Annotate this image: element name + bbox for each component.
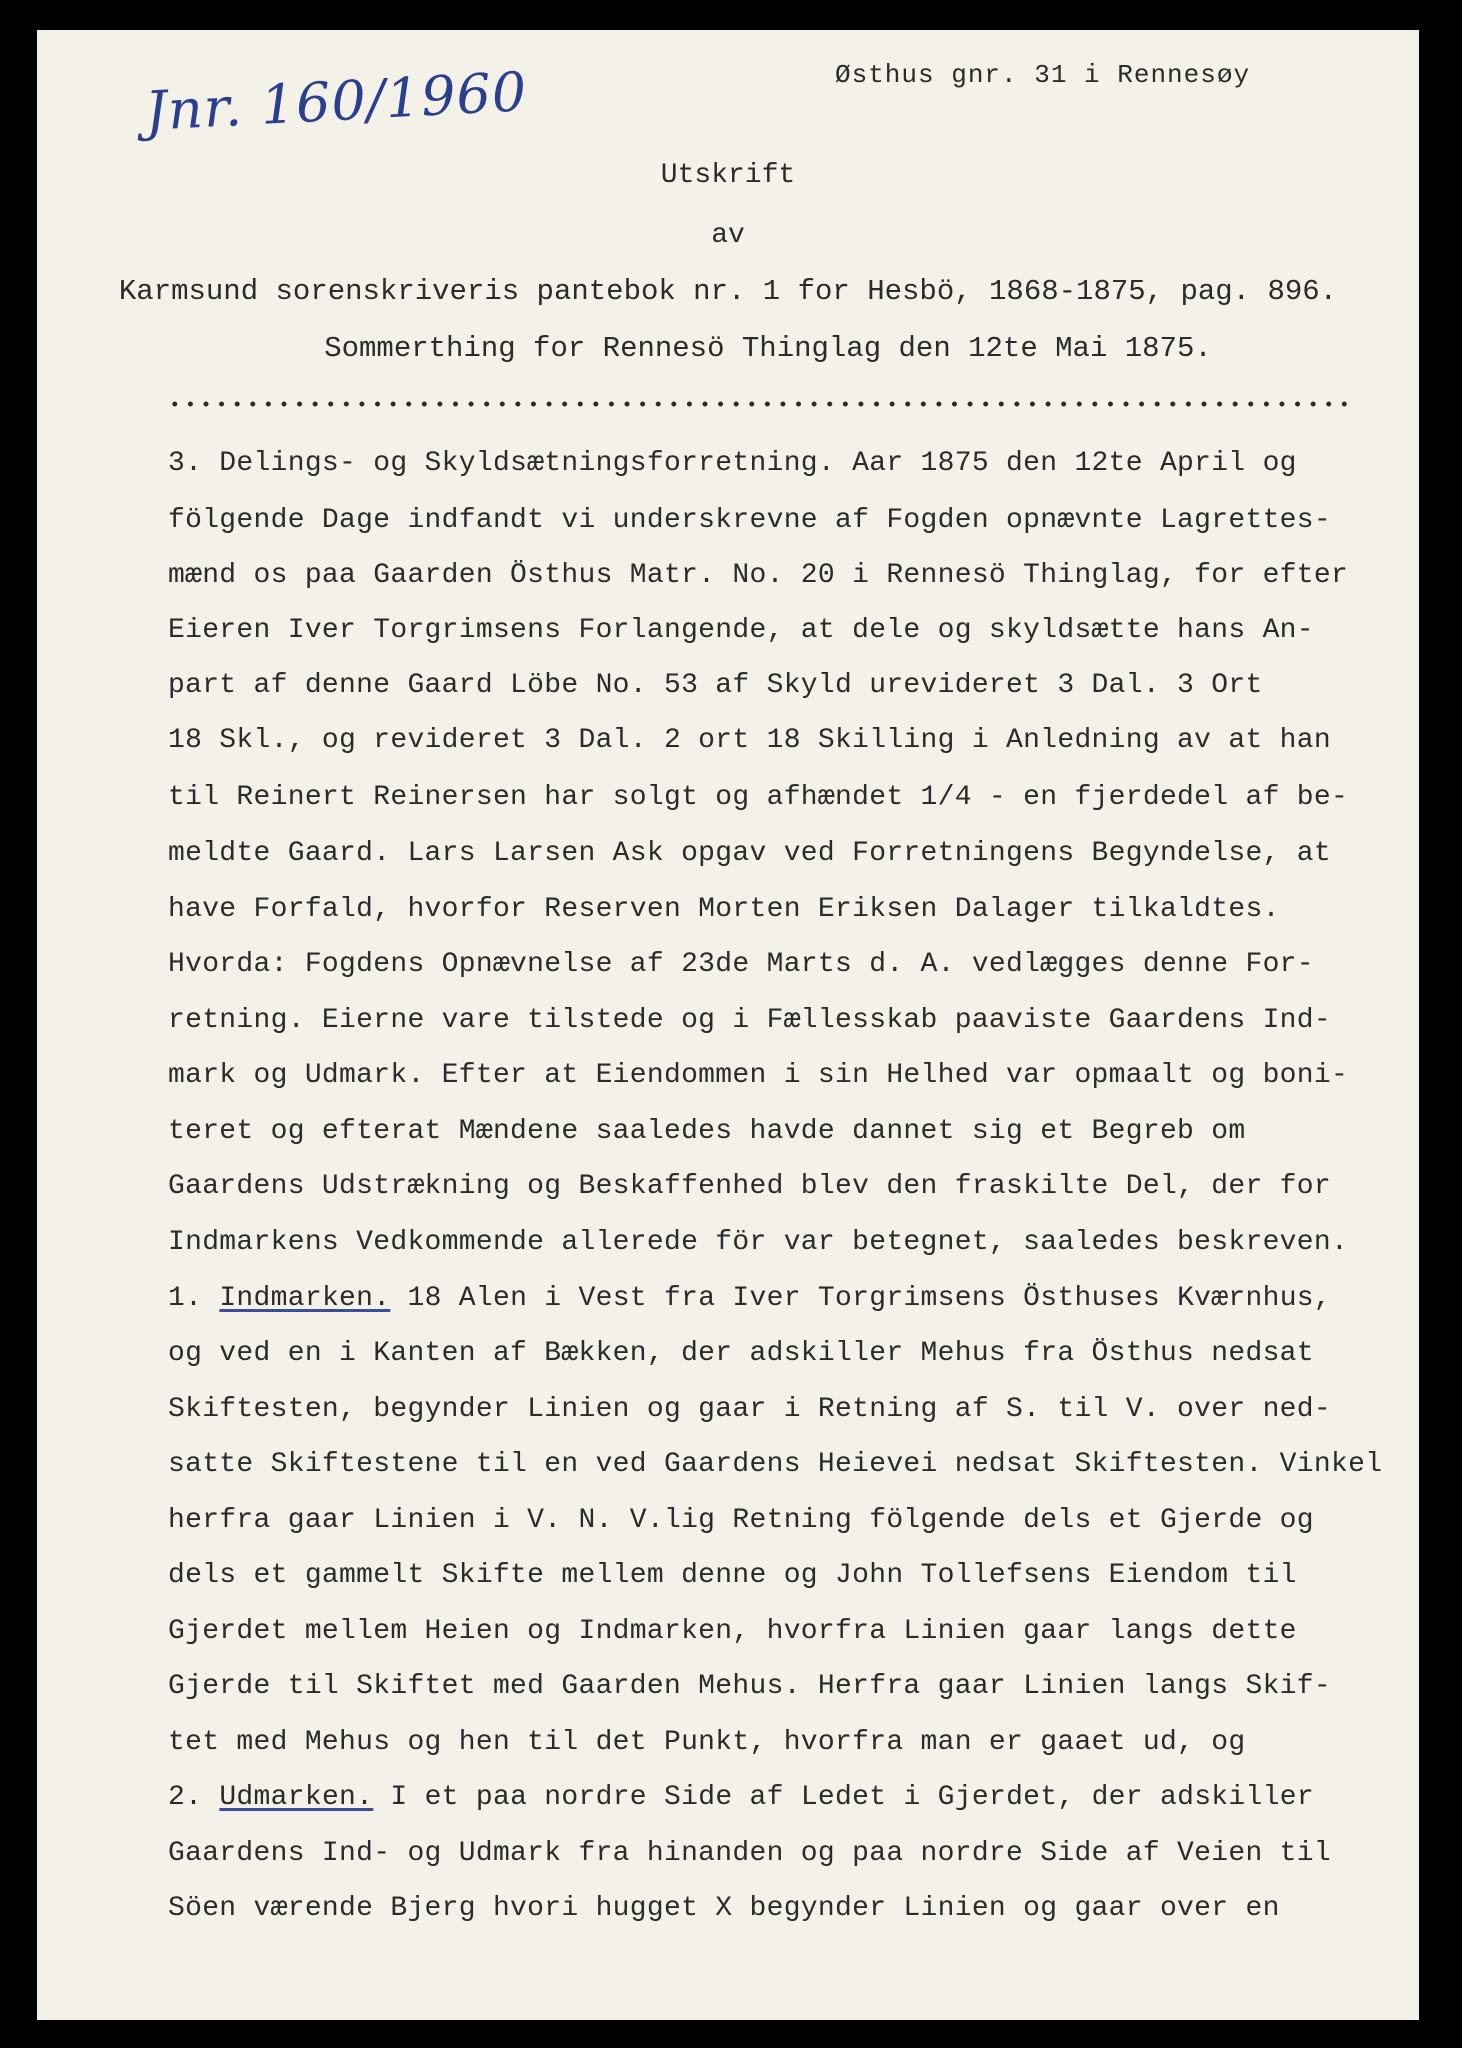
- body-line: Gaardens Ind- og Udmark fra hinanden og paa nordre Side af Veien til: [168, 1838, 1331, 1869]
- document-page: [37, 30, 1419, 2020]
- document-title: Utskrift: [660, 160, 796, 191]
- body-line: retning. Eierne vare tilstede og i Fællesskab paaviste Gaardens Ind-: [168, 1005, 1331, 1036]
- body-line: dels et gammelt Skifte mellem denne og John Tollefsens Eiendom til: [168, 1560, 1297, 1591]
- body-line: Söen værende Bjerg hvori hugget X begynder Linien og gaar over en: [168, 1893, 1280, 1924]
- body-line: Hvorda: Fogdens Opnævnelse af 23de Marts d. A. vedlægges denne For-: [168, 949, 1314, 980]
- source-reference: Karmsund sorenskriveris pantebok nr. 1 for Hesbö, 1868-1875, pag. 896.: [118, 275, 1338, 308]
- body-line: have Forfald, hvorfor Reserven Morten Eriksen Dalager tilkaldtes.: [168, 894, 1280, 925]
- body-line: 3. Delings- og Skyldsætningsforretning. Aar 1875 den 12te April og: [168, 448, 1297, 479]
- body-line: herfra gaar Linien i V. N. V.lig Retning fölgende dels et Gjerde og: [168, 1505, 1314, 1536]
- title-av: av: [711, 220, 745, 251]
- body-line: satte Skiftestene til en ved Gaardens Heievei nedsat Skiftesten. Vinkel: [168, 1449, 1383, 1480]
- body-line: og ved en i Kanten af Bækken, der adskiller Mehus fra Östhus nedsat: [168, 1338, 1314, 1369]
- body-line: Gjerdet mellem Heien og Indmarken, hvorfra Linien gaar langs dette: [168, 1616, 1297, 1647]
- body-line: til Reinert Reinersen har solgt og afhændet 1/4 - en fjerdedel af be-: [168, 782, 1349, 813]
- body-line: meldte Gaard. Lars Larsen Ask opgav ved Forretningens Begyndelse, at: [168, 838, 1331, 869]
- udmarken-heading: Udmarken.: [219, 1782, 374, 1813]
- udmarken-number: 2.: [168, 1782, 203, 1813]
- body-line: Gjerde til Skiftet med Gaarden Mehus. Herfra gaar Linien langs Skif-: [168, 1671, 1331, 1702]
- body-line: mark og Udmark. Efter at Eiendommen i sin Helhed var opmaalt og boni-: [168, 1060, 1349, 1091]
- body-line: teret og efterat Mændene saaledes havde dannet sig et Begreb om: [168, 1116, 1246, 1147]
- dotted-separator: [167, 400, 1352, 408]
- handwritten-journal-number: Jnr. 160/1960: [143, 60, 529, 143]
- body-line: tet med Mehus og hen til det Punkt, hvorfra man er gaaet ud, og: [168, 1727, 1246, 1758]
- indmarken-line: [168, 1283, 1331, 1314]
- body-line: mænd os paa Gaarden Östhus Matr. No. 20 i Rennesö Thinglag, for efter: [168, 560, 1349, 591]
- body-line: Eieren Iver Torgrimsens Forlangende, at dele og skyldsætte hans An-: [168, 615, 1314, 646]
- indmarken-text: 18 Alen i Vest fra Iver Torgrimsens Östhuses Kværnhus,: [390, 1283, 1332, 1314]
- body-line: 18 Skl., og revideret 3 Dal. 2 ort 18 Skilling i Anledning av at han: [168, 725, 1331, 756]
- body-line: fölgende Dage indfandt vi underskrevne af Fogden opnævnte Lagrettes-: [168, 505, 1331, 536]
- udmarken-line: [168, 1782, 1314, 1813]
- body-line: part af denne Gaard Löbe No. 53 af Skyld urevideret 3 Dal. 3 Ort: [168, 670, 1263, 701]
- indmarken-heading: Indmarken.: [219, 1283, 391, 1314]
- body-line: Skiftesten, begynder Linien og gaar i Retning af S. til V. over ned-: [168, 1394, 1331, 1425]
- udmarken-text: I et paa nordre Side af Ledet i Gjerdet, der adskiller: [373, 1782, 1314, 1813]
- session-line: Sommerthing for Rennesö Thinglag den 12te Mai 1875.: [324, 332, 1212, 365]
- indmarken-number: 1.: [168, 1283, 203, 1314]
- body-line: Gaardens Udstrækning og Beskaffenhed blev den fraskilte Del, der for: [168, 1171, 1331, 1202]
- body-line: Indmarkens Vedkommende allerede för var betegnet, saaledes beskreven.: [168, 1227, 1349, 1258]
- property-header: Østhus gnr. 31 i Rennesøy: [835, 60, 1251, 90]
